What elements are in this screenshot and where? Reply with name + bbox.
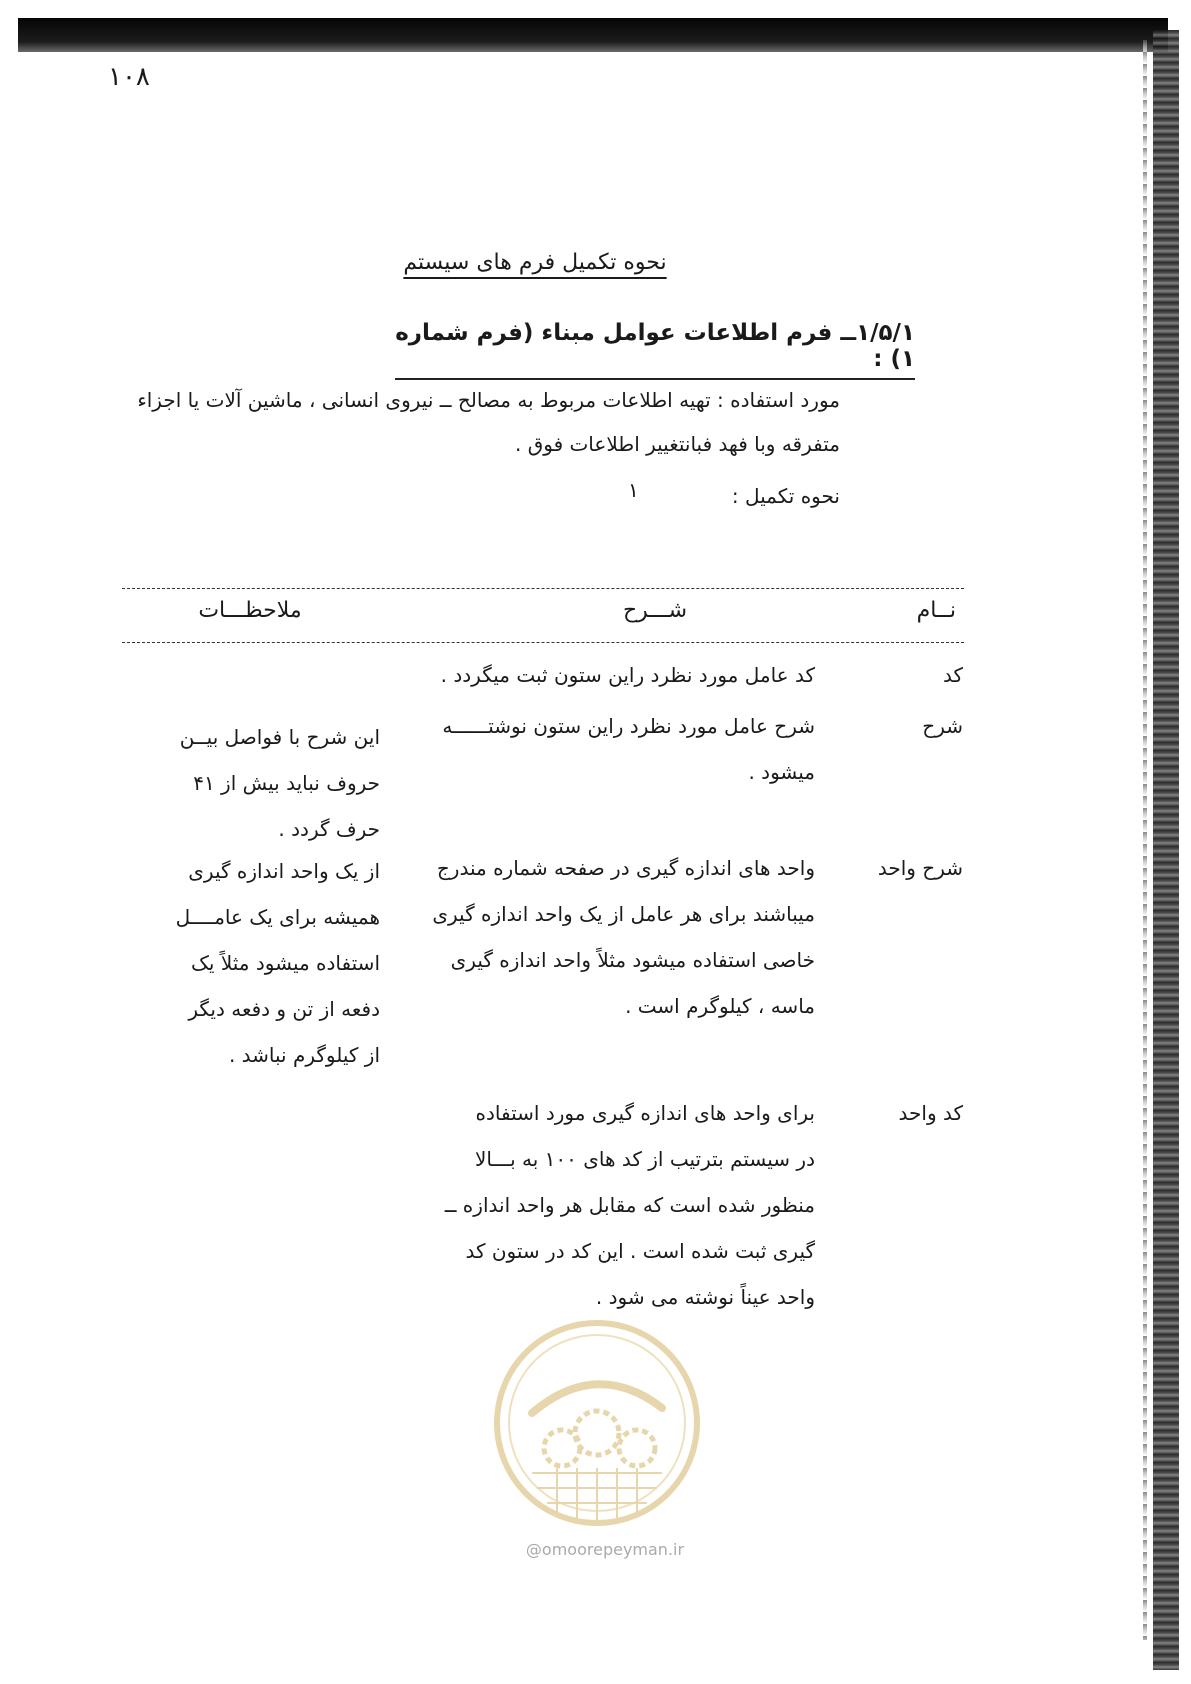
row-desc-notes: این شرح با فواصل بیــن حروف نباید بیش از ۴۱ حرف گردد . bbox=[179, 725, 380, 841]
row-unit-code-name: کد واحد bbox=[898, 1101, 963, 1125]
page-title: نحوه تکمیل فرم های سیستم bbox=[403, 250, 667, 275]
column-header-notes: ملاحظـــات bbox=[198, 598, 302, 623]
row-code-name: کد bbox=[942, 663, 963, 687]
how-to-number: ۱ bbox=[628, 478, 639, 502]
table-top-rule bbox=[122, 588, 964, 589]
row-unit-desc-notes: از یک واحد اندازه گیری همیشه برای یک عامــــل استفاده میشود مثلاً یک دفعه از تن و دفعه دیگر از کیلوگرم نباشد . bbox=[175, 859, 380, 1067]
row-code-description: کد عامل مورد نظرد راین ستون ثبت میگردد . bbox=[440, 663, 815, 687]
table-header-rule bbox=[122, 642, 964, 643]
scan-border-top bbox=[18, 18, 1168, 52]
watermark-handle: @omoorepeyman.ir bbox=[525, 1540, 685, 1559]
column-header-name: نــام bbox=[916, 598, 956, 623]
scan-edge-line bbox=[1143, 40, 1147, 1640]
how-to-label: نحوه تکمیل : bbox=[731, 484, 840, 508]
column-header-description: شـــرح bbox=[622, 598, 688, 623]
section-title: ۱/۵/۱ــ فرم اطلاعات عوامل مبناء (فرم شماره ۱) : bbox=[395, 320, 915, 380]
page-number: ۱۰۸ bbox=[108, 62, 150, 92]
row-desc-description: شرح عامل مورد نظرد راین ستون نوشتــــــه میشود . bbox=[442, 714, 815, 784]
scan-border-right bbox=[1153, 30, 1179, 1670]
row-unit-desc-description: واحد های اندازه گیری در صفحه شماره مندرج میباشند برای هر عامل از یک واحد اندازه گیری خاصی استفاده میشود مثلاً واحد اندازه گیری ماسه ، کیلوگرم است . bbox=[432, 856, 815, 1018]
row-unit-desc-name: شرح واحد bbox=[877, 856, 963, 880]
stamp-logo bbox=[492, 1318, 702, 1528]
usage-paragraph: مورد استفاده : تهیه اطلاعات مربوط به مصالح ــ نیروی انسانی ، ماشین آلات یا اجزاء متفرقه وبا فهد فبانتغییر اطلاعات فوق . bbox=[137, 388, 840, 456]
row-desc-name: شرح bbox=[922, 714, 963, 738]
row-unit-code-description: برای واحد های اندازه گیری مورد استفاده در سیستم بترتیب از کد های ۱۰۰ به بـــالا منظور شده است که مقابل هر واحد اندازه ــ گیری ثبت شده است . این کد در ستون کد واحد عیناً نوشته می شود . bbox=[444, 1101, 815, 1309]
